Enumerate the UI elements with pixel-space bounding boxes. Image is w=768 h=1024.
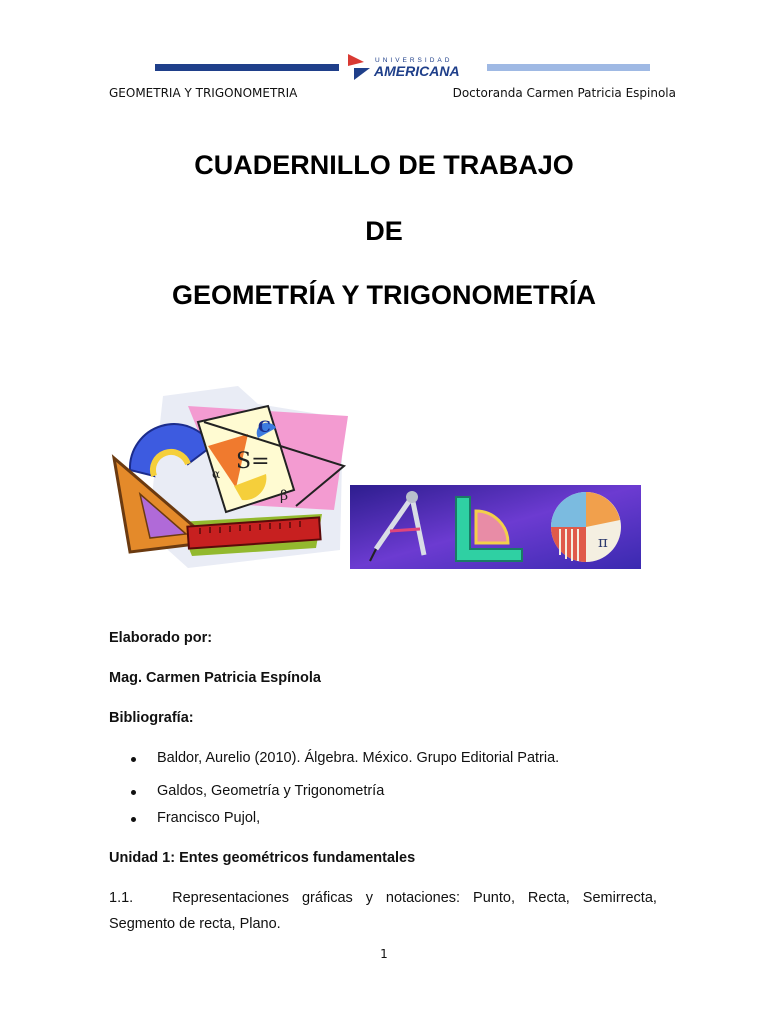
- bullet-dot: [131, 817, 136, 822]
- bibliography-item-3: Francisco Pujol,: [157, 810, 261, 826]
- unit-item-word: Representaciones: [172, 890, 290, 906]
- pie-chart-icon: [551, 492, 621, 562]
- label-s-equals: S=: [236, 449, 270, 474]
- unit-item-number: 1.1.: [109, 890, 134, 906]
- unit-item-line-1: [109, 890, 657, 906]
- running-header-subject: GEOMETRIA Y TRIGONOMETRIA: [109, 86, 298, 100]
- logo-red-flag: [348, 54, 364, 66]
- title-line-2: DE: [365, 216, 403, 246]
- university-logo: [344, 52, 484, 84]
- header-bar-right: [487, 64, 650, 71]
- header-bar-left: [155, 64, 339, 71]
- label-beta: β: [280, 488, 289, 504]
- unit-item-line-2: Segmento de recta, Plano.: [109, 916, 281, 932]
- unit-item-word: Semirrecta,: [582, 890, 657, 906]
- bibliography-label: Bibliografía:: [109, 710, 194, 726]
- unit-item-word: Punto,: [473, 890, 515, 906]
- author-label: Elaborado por:: [109, 630, 213, 646]
- bullet-dot: [131, 790, 136, 795]
- running-header-author: Doctoranda Carmen Patricia Espinola: [452, 86, 676, 100]
- unit-title: Unidad 1: Entes geométricos fundamentales: [109, 850, 416, 866]
- unit-item-word: Recta,: [527, 890, 570, 906]
- title-line-1: CUADERNILLO DE TRABAJO: [194, 150, 574, 180]
- pi-symbol: π: [598, 533, 608, 551]
- logo-text-top: UNIVERSIDAD: [375, 57, 453, 64]
- page-number: 1: [380, 947, 388, 961]
- logo-text-main: AMERICANA: [374, 63, 460, 79]
- author-name: Mag. Carmen Patricia Espínola: [109, 670, 321, 686]
- geometry-tools-banner: [350, 485, 641, 569]
- label-c: C: [258, 417, 271, 436]
- logo-blue-flag: [354, 68, 370, 80]
- bibliography-item-1: Baldor, Aurelio (2010). Álgebra. México. Grupo Editorial Patria.: [157, 750, 560, 766]
- unit-item-word: notaciones:: [385, 890, 461, 906]
- geometry-tools-clipart: [108, 382, 348, 570]
- unit-item-word: y: [365, 890, 373, 906]
- label-alpha: α: [212, 467, 221, 481]
- bibliography-item-2: Galdos, Geometría y Trigonometría: [157, 783, 385, 799]
- title-line-3: GEOMETRÍA Y TRIGONOMETRÍA: [171, 280, 597, 310]
- unit-item-word: gráficas: [301, 890, 353, 906]
- bullet-dot: [131, 757, 136, 762]
